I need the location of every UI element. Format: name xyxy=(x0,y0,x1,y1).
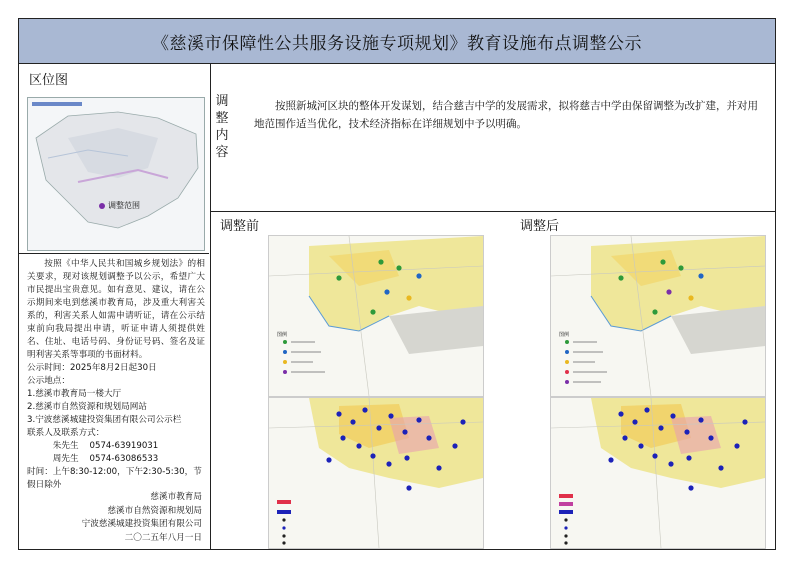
left-column xyxy=(19,63,211,549)
contact-row xyxy=(27,453,205,466)
contact-name: 朱先生 xyxy=(52,441,79,451)
signature-date: 二〇二五年八月一日 xyxy=(124,532,202,543)
contact-name: 周先生 xyxy=(52,454,79,464)
location-map-heading: 区位图 xyxy=(29,73,69,88)
location-map xyxy=(27,97,205,251)
contact-phone: 0574-63086533 xyxy=(89,454,159,464)
legend-title: 图例 xyxy=(559,332,570,338)
map-before-bottom xyxy=(268,397,484,549)
adjustment-label: 调整内容 xyxy=(215,94,229,160)
signature-line: 宁波慈溪城建投资集团有限公司 xyxy=(81,519,202,529)
notice-hours: 时间：上午8:30-12:00，下午2:30-5:30，节假日除外 xyxy=(27,467,202,490)
signature-line: 慈溪市自然资源和规划局 xyxy=(107,505,202,516)
notice-contacts-label: 联系人及联系方式： xyxy=(27,428,105,438)
divider xyxy=(19,253,209,254)
right-column xyxy=(210,63,775,549)
notice-board xyxy=(18,18,776,550)
signature-block xyxy=(82,491,202,545)
map-after-bottom xyxy=(550,397,766,549)
before-label: 调整前 xyxy=(220,219,260,234)
contact-phone: 0574-63919031 xyxy=(89,441,159,451)
notice-place-3: 3.宁波慈溪城建投资集团有限公司公示栏 xyxy=(27,415,182,425)
after-label: 调整后 xyxy=(520,219,560,234)
legend-title: 图例 xyxy=(277,332,288,338)
map-after-top xyxy=(550,235,766,397)
notice-paragraph: 按照《中华人民共和国城乡规划法》的相关要求，现对该规划调整予以公示，希望广大市民提出宝贵意见。如有意见、建议，请在公示期间来电到慈溪市教育局，涉及重大利害关系的，利害关系人如需申请听证，请在公示结束前向我局提出申请，听证申请人须提供姓名、住址、电话号码、身份证号码、签名及证明利害关系等事项的书面材料。 xyxy=(27,259,205,360)
notice-text xyxy=(27,258,205,492)
contact-row xyxy=(27,440,205,453)
signature-line: 慈溪市教育局 xyxy=(150,492,202,502)
adjust-range-label: 调整范围 xyxy=(108,201,140,210)
page-title: 《慈溪市保障性公共服务设施专项规划》教育设施布点调整公示 xyxy=(19,19,775,64)
adjustment-text: 按照新城河区块的整体开发谋划，结合慈吉中学的发展需求，拟将慈吉中学由保留调整为改扩建，并对用地范围作适当优化，技术经济指标在详细规划中予以明确。 xyxy=(254,100,758,130)
notice-place-2: 2.慈溪市自然资源和规划局网站 xyxy=(27,402,147,412)
adjustment-section xyxy=(210,63,775,212)
notice-period: 公示时间：2025年8月2日起30日 xyxy=(27,363,157,373)
map-before-top xyxy=(268,235,484,397)
notice-places-label: 公示地点： xyxy=(27,376,70,386)
notice-place-1: 1.慈溪市教育局一楼大厅 xyxy=(27,389,122,399)
